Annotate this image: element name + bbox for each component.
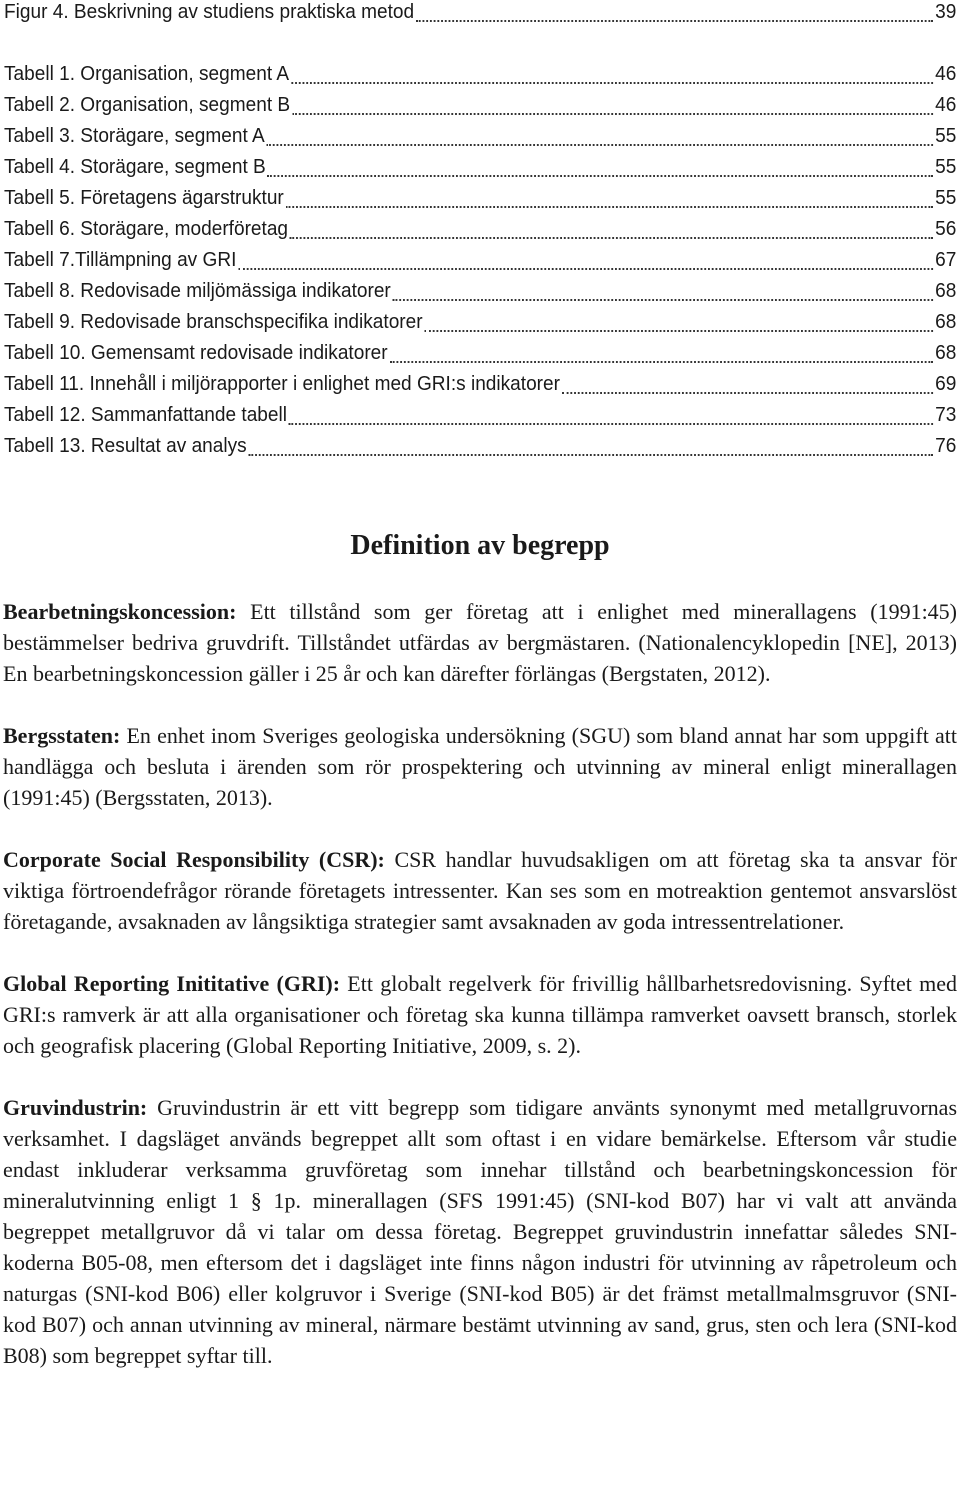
toc-entry[interactable] — [4, 372, 956, 400]
definition-term: Corporate Social Responsibility (CSR): — [3, 847, 385, 872]
toc-entry-label: Tabell 4. Storägare, segment B — [4, 155, 266, 178]
toc-entry-page: 39 — [935, 0, 957, 23]
toc-entry-page: 69 — [935, 372, 957, 395]
toc-entry[interactable] — [4, 248, 956, 276]
definition-term: Bergsstaten: — [3, 723, 121, 748]
toc-entry-label: Tabell 2. Organisation, segment B — [4, 93, 291, 116]
toc-leader — [562, 392, 933, 394]
toc-entry[interactable] — [4, 93, 956, 121]
toc-entry[interactable] — [4, 341, 956, 369]
toc-leader — [393, 299, 934, 301]
definition-item — [3, 1092, 957, 1371]
toc-entry-label: Tabell 9. Redovisade branschspecifika indikatorer — [4, 310, 423, 333]
toc-entry-label: Tabell 7.Tillämpning av GRI — [4, 248, 237, 271]
definition-term: Global Reporting Inititative (GRI): — [3, 971, 341, 996]
definition-text: Ett globalt regelverk för frivillig hållbarhetsredovisning. Syftet med GRI:s ramverk är att alla organisationer och företag ska kunna tillämpa ramverket oavsett bransch, storlek och geografisk placering (Global Reporting Initiative, 2009, s. 2). — [3, 971, 957, 1058]
toc-entry[interactable] — [4, 155, 956, 183]
toc-entry[interactable] — [4, 434, 956, 462]
definition-item — [3, 720, 957, 813]
definition-term: Bearbetningskoncession: — [3, 599, 237, 624]
definitions-list — [3, 596, 957, 1402]
toc-entry-label: Tabell 5. Företagens ägarstruktur — [4, 186, 284, 209]
toc-entry-page: 76 — [935, 434, 957, 457]
toc-leader — [286, 206, 934, 208]
definition-item — [3, 844, 957, 937]
toc-entry-page: 56 — [935, 217, 957, 240]
toc-entry-page: 46 — [935, 93, 957, 116]
toc-entry-page: 68 — [935, 341, 957, 364]
toc-entry-label: Figur 4. Beskrivning av studiens praktiska metod — [4, 0, 415, 23]
toc-entry-page: 68 — [935, 279, 957, 302]
toc-entry[interactable] — [4, 217, 956, 245]
toc-entry-label: Tabell 11. Innehåll i miljörapporter i enlighet med GRI:s indikatorer — [4, 372, 560, 395]
toc-entry-page: 55 — [935, 124, 957, 147]
toc-entry[interactable] — [4, 124, 956, 152]
toc-entry-label: Tabell 13. Resultat av analys — [4, 434, 247, 457]
toc-entry-label: Tabell 6. Storägare, moderföretag — [4, 217, 289, 240]
definition-text: Gruvindustrin är ett vitt begrepp som tidigare använts synonymt med metallgruvornas verksamhet. I dagsläget används begreppet allt som oftast i en vidare bemärkelse. Eftersom vår studie endast inkluderar verksamma gruvföretag som innehar tillstånd och bearbetningskoncession för mineralutvinning enligt 1 § 1p. minerallagen (SFS 1991:45) (SNI-kod B07) har vi valt att använda begreppet metallgruvor då vi talar om dessa företag. Begreppet gruvindustrin innefattar således SNI-koderna B05-08, men eftersom det i dagsläget inte finns någon industri för utvinning av råpetroleum och naturgas (SNI-kod B06) eller kolgruvor i Sverige (SNI-kod B05) är det främst metallmalmsgruvor (SNI-kod B07) och annan utvinning av mineral, närmare bestämt utvinning av sand, grus, sten och lera (SNI-kod B08) som begreppet syftar till. — [3, 1095, 958, 1368]
toc-leader — [290, 237, 933, 239]
toc-entry[interactable] — [4, 62, 956, 90]
definition-text: En enhet inom Sveriges geologiska undersökning (SGU) som bland annat har som uppgift att handlägga och besluta i ärenden som rör prospektering och utvinning av mineral enligt minerallagen (1991:45) (Bergsstaten, 2013). — [3, 723, 957, 810]
definition-term: Gruvindustrin: — [3, 1095, 148, 1120]
toc-leader — [292, 113, 933, 115]
toc-entry-page: 73 — [935, 403, 957, 426]
toc-leader — [238, 268, 933, 270]
toc-entry-page: 68 — [935, 310, 957, 333]
toc-leader — [424, 330, 933, 332]
toc-entry-label: Tabell 10. Gemensamt redovisade indikatorer — [4, 341, 388, 364]
toc-entry-label: Tabell 12. Sammanfattande tabell — [4, 403, 287, 426]
toc-leader — [267, 144, 934, 146]
toc-leader — [268, 175, 934, 177]
toc-entry[interactable] — [4, 0, 956, 28]
definition-item — [3, 968, 957, 1061]
definition-text: CSR handlar huvudsakligen om att företag ska ta ansvar för viktiga förtroendefrågor rörande företagets intressenter. Kan ses som en motreaktion gentemot ansvarslöst företagande, avsaknaden av långsiktiga strategier samt avsaknaden av goda intressentrelationer. — [3, 847, 957, 934]
toc-entry-page: 55 — [935, 186, 957, 209]
toc-leader — [291, 82, 933, 84]
toc-entry[interactable] — [4, 279, 956, 307]
toc-entry-label: Tabell 1. Organisation, segment A — [4, 62, 290, 85]
toc-leader — [389, 361, 933, 363]
toc-entry-page: 55 — [935, 155, 957, 178]
definition-item — [3, 596, 957, 689]
toc-leader — [249, 454, 934, 456]
toc-entry[interactable] — [4, 186, 956, 214]
toc-entry-label: Tabell 8. Redovisade miljömässiga indikatorer — [4, 279, 391, 302]
definition-text: Ett tillstånd som ger företag att i enlighet med minerallagens (1991:45) bestämmelser bedriva gruvdrift. Tillståndet utfärdas av bergmästaren. (Nationalencyklopedin [NE], 2013) En bearbetningskoncession gäller i 25 år och kan därefter förlängas (Bergstaten, 2012). — [3, 599, 958, 686]
toc-leader — [289, 423, 933, 425]
section-title: Definition av begrepp — [350, 530, 610, 561]
toc-leader — [416, 20, 933, 22]
toc-entry[interactable] — [4, 310, 956, 338]
toc-entry[interactable] — [4, 403, 956, 431]
toc-entry-label: Tabell 3. Storägare, segment A — [4, 124, 265, 147]
toc-entry-page: 67 — [935, 248, 957, 271]
toc-entry-page: 46 — [935, 62, 957, 85]
